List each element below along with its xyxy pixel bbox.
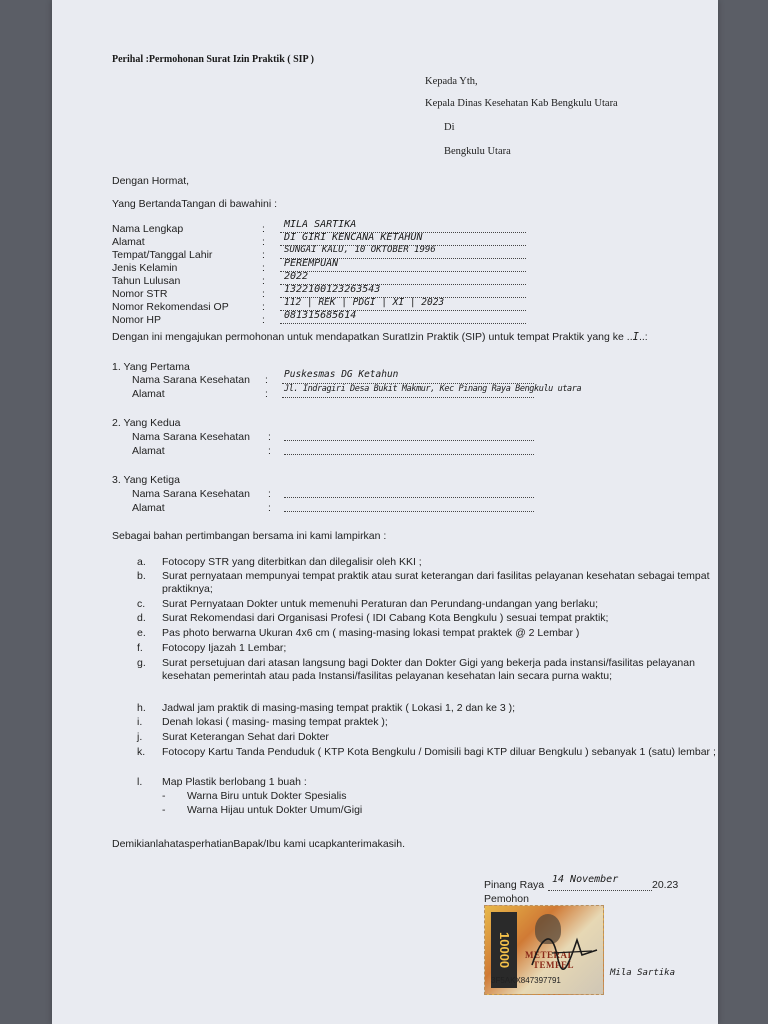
field-value: DI GIRI KENCANA KETAHUN <box>284 232 423 243</box>
field-colon: : <box>262 223 265 235</box>
date-value: 14 November <box>552 874 619 885</box>
stamp-code: 3F5AKX847397791 <box>491 976 561 985</box>
place-line <box>284 454 534 455</box>
stamp-line2: TEMPEL <box>533 960 575 970</box>
place-label: Pinang Raya <box>484 879 545 891</box>
item-text: Fotocopy Ijazah 1 Lembar; <box>162 642 287 654</box>
greeting: Dengan Hormat, <box>112 175 190 187</box>
item-text: Denah lokasi ( masing- masing tempat praktek ); <box>162 716 388 728</box>
item-key: g. <box>137 657 146 669</box>
item-text: Fotocopy STR yang diterbitkan dan dilegalisir oleh KKI ; <box>162 556 422 568</box>
request-text: Dengan ini mengajukan permohonan untuk mendapatkan SuratIzin Praktik (SIP) untuk tempat Praktik yang ke .. <box>112 331 633 343</box>
stamp-number: 10000 <box>491 912 517 988</box>
request-number: I <box>632 331 639 343</box>
item-key: a. <box>137 556 146 568</box>
field-label: Nomor HP <box>112 314 162 326</box>
item-text: Surat Rekomendasi dari Organisasi Profesi ( IDI Cabang Kota Bengkulu ) sesuai tempat praktik; <box>162 612 609 624</box>
field-label: Nama Lengkap <box>112 223 184 235</box>
date-year: 20.23 <box>652 879 679 891</box>
field-line <box>280 323 526 324</box>
place-colon: : <box>268 431 271 443</box>
field-colon: : <box>262 314 265 326</box>
item-text: Surat Pernyataan Dokter untuk memenuhi Peraturan dan Perundang-undangan yang berlaku; <box>162 598 599 610</box>
item-key: l. <box>137 776 143 788</box>
signer-name: Mila Sartika <box>610 968 676 978</box>
place-colon: : <box>268 488 271 500</box>
closing: DemikianlahatasperhatianBapak/Ibu kami ucapkanterimakasih. <box>112 838 405 850</box>
recipient-greeting: Kepada Yth, <box>425 76 478 87</box>
field-value: 112 | REK | PDGI | XI | 2023 <box>284 297 445 308</box>
place-address-label: Alamat <box>132 445 165 457</box>
request-end: ..: <box>638 331 648 343</box>
item-text: Surat pernyataan mempunyai tempat praktik atau surat keterangan dari fasilitas pelayanan kesehatan sebagai tempat praktiknya; <box>162 570 710 595</box>
item-key: - <box>162 804 166 816</box>
signature-mark <box>522 925 602 975</box>
document-page <box>52 0 718 1024</box>
place-title: 2. Yang Kedua <box>112 417 181 429</box>
field-label: Tempat/Tanggal Lahir <box>112 249 213 261</box>
field-label: Nomor Rekomendasi OP <box>112 301 229 313</box>
item-text: Pas photo berwarna Ukuran 4x6 cm ( masing-masing lokasi tempat praktek @ 2 Lembar ) <box>162 627 580 639</box>
attachments-intro: Sebagai bahan pertimbangan bersama ini kami lampirkan : <box>112 530 387 542</box>
place-line <box>284 497 534 498</box>
field-value: SUNGAI KALU, 10 OKTOBER 1996 <box>284 245 436 255</box>
place-title: 1. Yang Pertama <box>112 361 190 373</box>
item-text: Fotocopy Kartu Tanda Penduduk ( KTP Kota Bengkulu / Domisili bagi KTP diluar Bengkulu ) sebanyak 1 (satu) lembar ; <box>162 746 716 758</box>
item-key: f. <box>137 642 143 654</box>
field-colon: : <box>262 249 265 261</box>
field-colon: : <box>262 288 265 300</box>
field-label: Alamat <box>112 236 145 248</box>
item-key: i. <box>137 716 143 728</box>
item-key: j. <box>137 731 143 743</box>
date-line <box>548 890 652 891</box>
item-key: d. <box>137 612 146 624</box>
item-text: Warna Hijau untuk Dokter Umum/Gigi <box>187 804 363 816</box>
item-key: - <box>162 790 166 802</box>
place-address-value: Jl. Indragiri Desa Bukit Makmur, Kec Pinang Raya Bengkulu utara <box>284 384 582 394</box>
request-line <box>112 331 648 343</box>
place-line <box>284 511 534 512</box>
field-label: Jenis Kelamin <box>112 262 178 274</box>
field-label: Nomor STR <box>112 288 168 300</box>
field-value: 1322100123263543 <box>284 284 381 295</box>
field-value: PEREMPUAN <box>284 258 339 269</box>
place-line <box>284 440 534 441</box>
item-text: Surat persetujuan dari atasan langsung bagi Dokter dan Dokter Gigi yang bekerja pada instansi/fasilitas pelayanan kesehatan pemerintah atau pada Instansi/fasilitas pelayanan kesehatan lain secara purna waktu; <box>162 657 695 682</box>
field-value: 081315685614 <box>284 310 357 321</box>
recipient-di: Di <box>444 122 455 133</box>
field-colon: : <box>262 275 265 287</box>
field-label: Tahun Lulusan <box>112 275 181 287</box>
place-colon: : <box>265 388 268 400</box>
item-text: Map Plastik berlobang 1 buah : <box>162 776 307 788</box>
place-colon: : <box>268 502 271 514</box>
item-key: h. <box>137 702 146 714</box>
item-text: Jadwal jam praktik di masing-masing tempat praktik ( Lokasi 1, 2 dan ke 3 ); <box>162 702 516 714</box>
place-line <box>282 397 534 398</box>
item-key: b. <box>137 570 146 582</box>
place-name-label: Nama Sarana Kesehatan <box>132 374 250 386</box>
field-value: 2022 <box>284 271 309 282</box>
place-name-value: Puskesmas DG Ketahun <box>284 369 399 380</box>
place-address-label: Alamat <box>132 502 165 514</box>
signer-intro: Yang BertandaTangan di bawahini : <box>112 198 278 210</box>
field-line <box>280 271 526 272</box>
recipient-city: Bengkulu Utara <box>444 146 511 157</box>
item-key: c. <box>137 598 146 610</box>
stamp-line1: METERAI <box>525 950 572 960</box>
place-name-label: Nama Sarana Kesehatan <box>132 488 250 500</box>
field-colon: : <box>262 262 265 274</box>
item-key: k. <box>137 746 146 758</box>
place-address-label: Alamat <box>132 388 165 400</box>
place-name-label: Nama Sarana Kesehatan <box>132 431 250 443</box>
recipient-title: Kepala Dinas Kesehatan Kab Bengkulu Utara <box>425 98 618 109</box>
item-text: Surat Keterangan Sehat dari Dokter <box>162 731 329 743</box>
field-colon: : <box>262 236 265 248</box>
field-value: MILA SARTIKA <box>284 219 357 230</box>
place-title: 3. Yang Ketiga <box>112 474 180 486</box>
item-text: Warna Biru untuk Dokter Spesialis <box>187 790 347 802</box>
place-colon: : <box>265 374 268 386</box>
item-key: e. <box>137 627 146 639</box>
pemohon-label: Pemohon <box>484 893 529 905</box>
place-colon: : <box>268 445 271 457</box>
field-colon: : <box>262 301 265 313</box>
perihal: Perihal :Permohonan Surat Izin Praktik ( SIP ) <box>112 54 314 65</box>
